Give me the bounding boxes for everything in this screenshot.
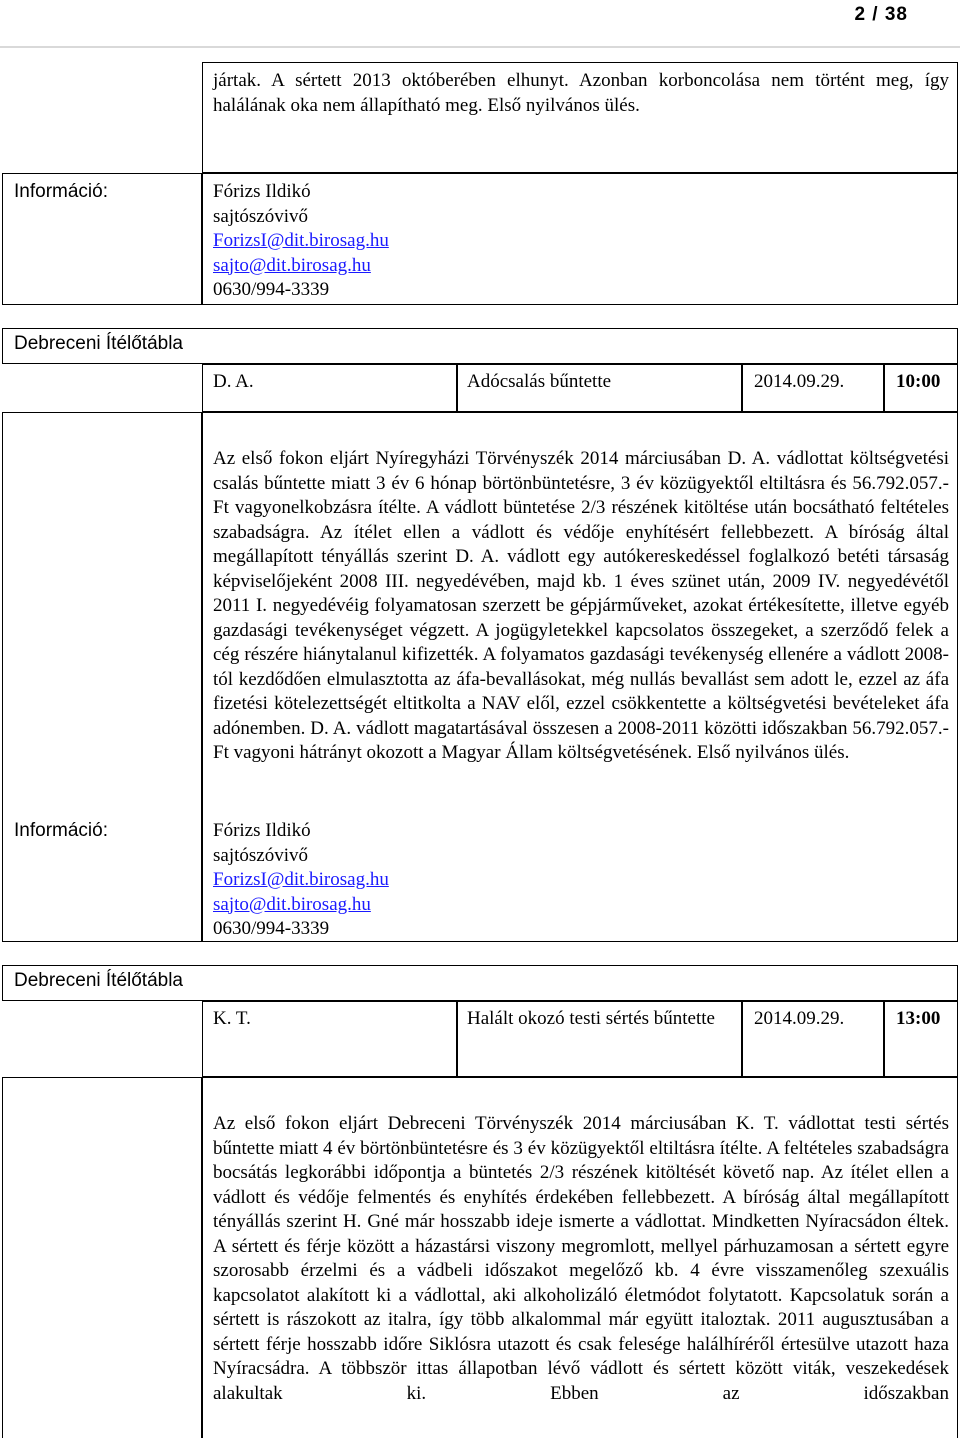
case2-date: 2014.09.29. — [754, 1008, 845, 1029]
header-rule — [0, 46, 960, 48]
info1-press-email-link[interactable]: sajto@dit.birosag.hu — [213, 254, 371, 276]
info1-label: Információ: — [14, 181, 108, 202]
info2-contacts — [213, 819, 389, 942]
info2-label: Információ: — [14, 820, 108, 841]
case1-description: Az első fokon eljárt Nyíregyházi Törvényszék 2014 márciusában D. A. vádlottat költségvetési csalás bűntette miatt 3 év 6 hónap börtönbüntetésre, 3 év közügyektől eltiltásra és 56.792.057.- Ft vagyonelkobzásra ítélte. A vádlott büntetése 2/3 részének kitöltése után bocsátható feltételes szabadságra. Az ítélet ellen a vádlott és védője enyhítésért fellebbezett. A bíróság által megállapított tényállás szerint D. A. vádlott egy autókereskedéssel foglalkozó betéti társaság képviselőjeként 2008 III. negyedévében, majd kb. 1 éves szünet után, 2009 IV. negyedévétől 2011 I. negyedévéig folyamatosan szerzett be gépjárműveket, azokat értékesítette, illetve egyéb gazdasági tevékenységet végzett. A jogügyletekkel kapcsolatos összegeket, a szerződő felek a cég részére hiánytalanul kifizették. A folyamatos gazdasági tevékenység ellenére a vádlott 2008-tól kezdődően elmulasztotta az áfa-bevallásokat, még nullás bevallást sem adott le, ezzel az áfa fizetési kötelezettségét eltitkolta a NAV elől, ezzel csökkentette a költségvetési bevételeket áfa adónemben. D. A. vádlott magatartásával összesen a 2008-2011 közötti időszakban 56.792.057.- Ft vagyoni hátrányt okozott a Magyar Állam költségvetésének. Első nyilvános ülés. — [213, 448, 949, 763]
info2-phone: 0630/994-3339 — [213, 918, 330, 939]
page-total: 38 — [884, 4, 908, 25]
case1-defendant: D. A. — [213, 371, 254, 392]
case1-divider1 — [456, 364, 458, 412]
info2-contact-name: Fórizs Ildikó — [213, 820, 311, 841]
case1-crime: Adócsalás bűntette — [467, 371, 612, 392]
case2-divider1 — [456, 1001, 458, 1077]
info2-press-email-link[interactable]: sajto@dit.birosag.hu — [213, 893, 371, 915]
case1-left-cell — [2, 412, 202, 942]
case2-left-cell — [2, 1077, 202, 1438]
page-number — [854, 4, 908, 26]
case2-court: Debreceni Ítélőtábla — [14, 970, 183, 991]
case2-time: 13:00 — [896, 1008, 941, 1029]
info1-contact-role: sajtószóvivő — [213, 205, 308, 227]
case2-divider3 — [883, 1001, 885, 1077]
case2-defendant: K. T. — [213, 1008, 251, 1029]
case1-date: 2014.09.29. — [754, 371, 845, 392]
case1-divider2 — [741, 364, 743, 412]
info2-email-link[interactable]: ForizsI@dit.birosag.hu — [213, 869, 389, 890]
top-text: jártak. A sértett 2013 októberében elhunyt. Azonban korboncolása nem történt meg, így halálának oka nem állapítható meg. Első nyilvános ülés. — [213, 70, 949, 116]
page-current: 2 — [854, 4, 867, 25]
case2-crime: Halált okozó testi sértés bűntette — [467, 1008, 715, 1029]
case1-time: 10:00 — [896, 371, 941, 392]
info1-email-link[interactable]: ForizsI@dit.birosag.hu — [213, 230, 389, 251]
info2-contact-role: sajtószóvivő — [213, 844, 308, 866]
case1-court: Debreceni Ítélőtábla — [14, 333, 183, 354]
info1-contact-name: Fórizs Ildikó — [213, 181, 311, 202]
case1-divider3 — [883, 364, 885, 412]
case2-divider2 — [741, 1001, 743, 1077]
info1-phone: 0630/994-3339 — [213, 279, 330, 300]
info1-contacts — [213, 180, 389, 303]
page-separator: / — [872, 4, 879, 25]
case2-description: Az első fokon eljárt Debreceni Törvényszék 2014 márciusában K. T. vádlottat testi sértés bűntette miatt 4 év börtönbüntetésre és 3 év közügyektől eltiltásra ítélte. A feltételes szabadságra bocsátás legkorábbi időpontja a büntetés 2/3 részének kitöltését követő nap. Az ítélet ellen a vádlott és védője felmentés és enyhítés érdekében fellebbezett. A bíróság által megállapított tényállás szerint H. Gné már hosszabb ideje ismerte a vádlottat. Mindketten Nyíracsádon éltek. A sértett és férje között a házastársi viszony megromlott, mellyel párhuzamosan a sértett egyre szorosabb érzelmi és a vádbeli időszakot megelőző kb. 4 évre visszamenőleg szexuális kapcsolatot alakított ki a vádlottal, aki alkoholizáló életmódot folytatott. Kapcsolatuk során a sértett is rászokott az italra, így több alkalommal már együtt italoztak. 2011 augusztusában a sértett férje hosszabb időre Siklósra utazott és csak felesége halálhíréről értesülve utazott haza Nyíracsádra. A többször ittas állapotban lévő vádlott és sértett között viták, veszekedések alakultak ki. Ebben az időszakban — [213, 1113, 949, 1404]
